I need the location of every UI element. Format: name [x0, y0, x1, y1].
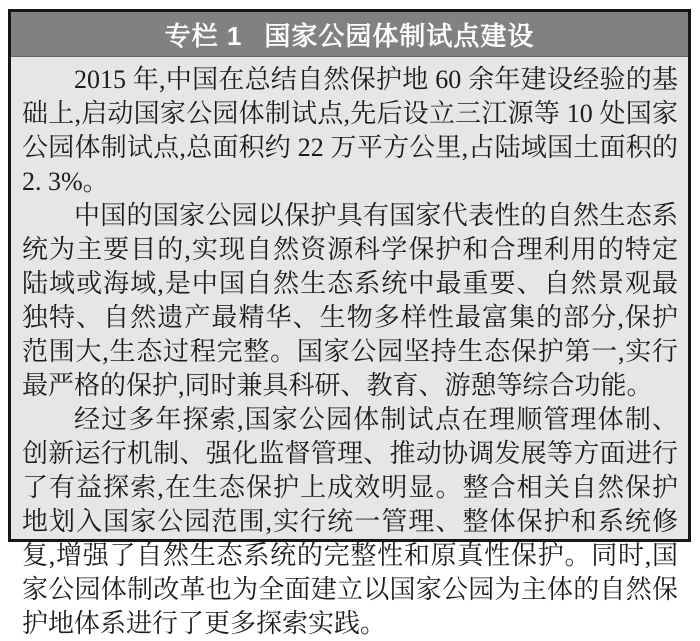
column-box: [8, 9, 691, 638]
paragraph-3: 经过多年探索,国家公园体制试点在理顺管理体制、创新运行机制、强化监督管理、推动协调发展等方面进行了有益探索,在生态保护上成效明显。整合相关自然保护地划入国家公园范围,实行统一管理、整体保护和系统修复,增强了自然生态系统的完整性和原真性保护。同时,国家公园体制改革也为全面建立以国家公园为主体的自然保护地体系进行了更多探索实践。: [22, 405, 678, 638]
column-title: 国家公园体制试点建设: [264, 20, 535, 51]
column-number-label: 专栏 1: [164, 20, 243, 51]
column-box-body: [11, 57, 688, 641]
column-box-header: [11, 12, 688, 57]
paragraph-1: 2015 年,中国在总结自然保护地 60 余年建设经验的基础上,启动国家公园体制试点,先后设立三江源等 10 处国家公园体制试点,总面积约 22 万平方公里,占陆域国土面积的 2. 3%。: [22, 65, 678, 196]
paragraph-2: 中国的国家公园以保护具有国家代表性的自然生态系统为主要目的,实现自然资源科学保护和合理利用的特定陆域或海域,是中国自然生态系统中最重要、自然景观最独特、自然遗产最精华、生物多样性最富集的部分,保护范围大,生态过程完整。国家公园坚持生态保护第一,实行最严格的保护,同时兼具科研、教育、游憩等综合功能。: [22, 201, 678, 400]
